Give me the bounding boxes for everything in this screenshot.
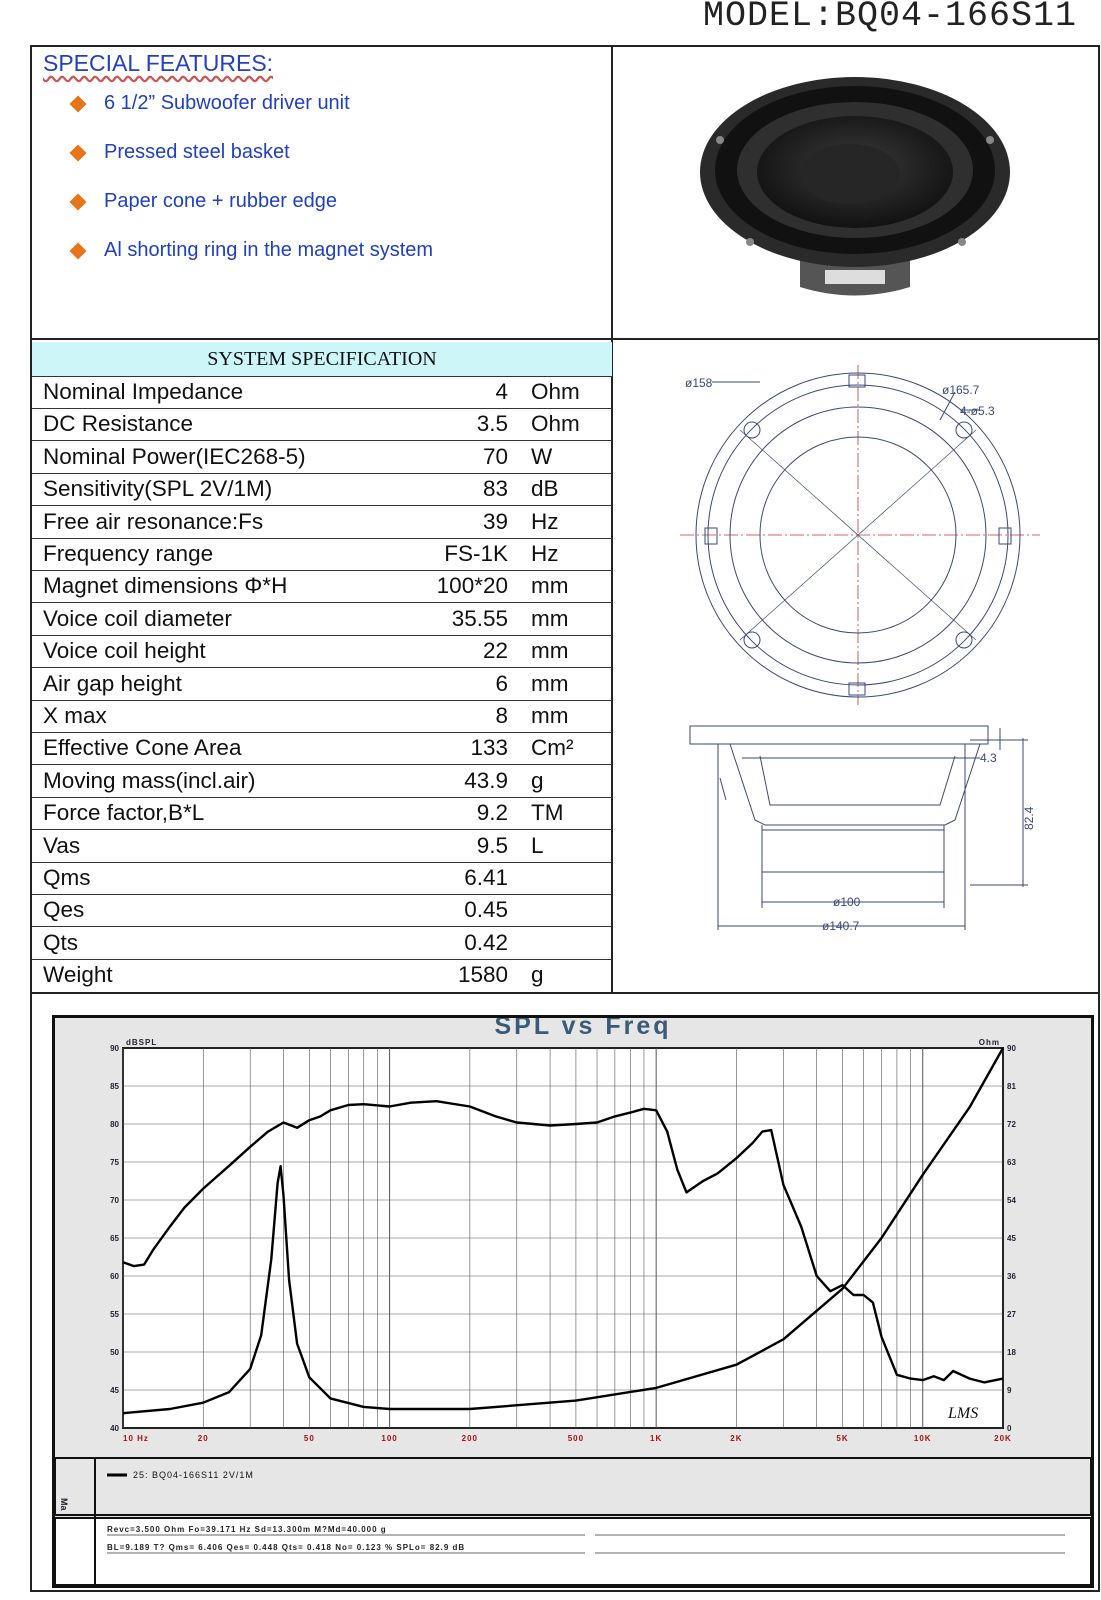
speaker-photo xyxy=(690,72,1020,302)
side-label: Ma xyxy=(59,1498,69,1511)
spec-value: 100*20 xyxy=(436,573,508,599)
y-axis-label: dBSPL xyxy=(126,1038,158,1047)
x-tick-label: 10K xyxy=(913,1434,932,1443)
spec-name: Effective Cone Area xyxy=(43,735,242,761)
diamond-bullet-icon xyxy=(70,144,87,161)
top-divider xyxy=(30,338,1100,340)
spec-value: FS-1K xyxy=(444,541,508,566)
dim-d158: ø158 xyxy=(685,376,713,390)
x-tick-label: 500 xyxy=(567,1434,585,1443)
spec-value: 9.5 xyxy=(476,832,508,858)
spec-name: Free air resonance:Fs xyxy=(43,508,264,534)
spec-name: Qts xyxy=(43,929,79,955)
spec-unit: mm xyxy=(531,605,569,631)
spec-name: Force factor,B*L xyxy=(43,800,205,826)
spec-value: 6.41 xyxy=(464,865,508,890)
y-tick-label: 60 xyxy=(110,1272,119,1281)
spec-unit: Ohm xyxy=(531,411,580,437)
spec-value: 6 xyxy=(495,670,508,696)
technical-drawing xyxy=(660,360,1080,960)
dim-d1407: ø140.7 xyxy=(822,919,860,933)
spec-value: 1580 xyxy=(457,962,508,988)
spec-value: 9.2 xyxy=(476,800,508,826)
spec-unit: W xyxy=(531,443,553,469)
spec-row xyxy=(32,668,612,701)
y2-tick-label: 9 xyxy=(1007,1386,1012,1395)
dim-h43: 4.3 xyxy=(980,751,997,765)
spec-unit: mm xyxy=(531,573,569,599)
spec-unit: dB xyxy=(531,476,559,502)
spec-value: 43.9 xyxy=(464,767,508,793)
feature-item xyxy=(72,239,433,262)
spec-row xyxy=(32,732,612,765)
spec-row xyxy=(32,441,612,474)
x-tick-label: 10 Hz xyxy=(123,1434,149,1443)
spec-value: 3.5 xyxy=(476,411,508,437)
spec-name: Vas xyxy=(43,832,81,858)
y2-tick-label: 54 xyxy=(1007,1196,1016,1205)
spec-row xyxy=(32,700,612,733)
y-tick-label: 50 xyxy=(110,1348,119,1357)
spec-unit: Hz xyxy=(531,541,559,566)
spec-name: Voice coil diameter xyxy=(43,605,232,631)
spec-name: Nominal Power(IEC268-5) xyxy=(43,443,306,469)
x-tick-label: 5K xyxy=(836,1434,849,1443)
spec-value: 83 xyxy=(482,476,508,502)
spec-unit: mm xyxy=(531,670,569,696)
spec-name: Frequency range xyxy=(43,541,214,566)
feature-text: Paper cone + rubber edge xyxy=(104,190,337,212)
y-tick-label: 90 xyxy=(110,1044,119,1053)
spec-unit: mm xyxy=(531,703,569,728)
feature-item xyxy=(72,92,350,115)
features-title: SPECIAL FEATURES: xyxy=(43,50,274,76)
y2-tick-label: 18 xyxy=(1007,1348,1016,1357)
spl-chart xyxy=(55,1018,1091,1585)
x-tick-label: 50 xyxy=(303,1434,315,1443)
model-title: MODEL:BQ04-166S11 xyxy=(702,0,1077,36)
feature-item xyxy=(72,190,337,213)
spec-value: 35.55 xyxy=(451,605,508,631)
spec-row xyxy=(32,408,612,441)
y2-tick-label: 90 xyxy=(1007,1044,1016,1053)
spec-value: 70 xyxy=(482,443,508,469)
y-tick-label: 65 xyxy=(110,1234,119,1243)
spec-value: 4 xyxy=(495,379,508,404)
spec-row xyxy=(32,862,612,895)
y2-tick-label: 63 xyxy=(1007,1158,1016,1167)
chart-title: SPL vs Freq xyxy=(494,1018,672,1040)
diamond-bullet-icon xyxy=(70,242,87,259)
params-line-2: BL=9.189 T? Qms= 6.406 Qes= 0.448 Qts= 0.418 No= 0.123 % SPLo= 82.9 dB xyxy=(107,1543,466,1552)
legend-panel xyxy=(55,1458,1091,1515)
spec-unit: Hz xyxy=(531,508,559,534)
spec-value: 39 xyxy=(482,508,508,534)
y-tick-label: 40 xyxy=(110,1424,119,1433)
spec-row xyxy=(32,765,612,798)
y-tick-label: 70 xyxy=(110,1196,119,1205)
spec-name: Magnet dimensions Φ*H xyxy=(43,573,288,599)
y-tick-label: 85 xyxy=(110,1082,119,1091)
spec-row xyxy=(32,635,612,668)
spl-chart-panel xyxy=(52,1015,1094,1588)
spec-value: 0.42 xyxy=(464,929,508,955)
spec-row xyxy=(32,506,612,539)
feature-item xyxy=(72,141,290,164)
spec-value: 8 xyxy=(495,703,508,728)
spec-row xyxy=(32,473,612,506)
spec-value: 0.45 xyxy=(464,897,508,923)
legend-entry: 25: BQ04-166S11 2V/1M xyxy=(133,1470,254,1480)
spec-value: 133 xyxy=(470,735,508,761)
spec-unit: TM xyxy=(531,800,564,826)
spec-unit: L xyxy=(531,832,544,858)
spec-row xyxy=(32,927,612,960)
spec-name: Weight xyxy=(43,962,113,988)
spec-row xyxy=(32,603,612,636)
y-tick-label: 75 xyxy=(110,1158,119,1167)
y-tick-label: 45 xyxy=(110,1386,119,1395)
diamond-bullet-icon xyxy=(70,193,87,210)
x-tick-label: 20 xyxy=(197,1434,209,1443)
dim-h824: 82.4 xyxy=(1022,806,1036,830)
y2-tick-label: 27 xyxy=(1007,1310,1016,1319)
dim-d100: ø100 xyxy=(833,895,861,909)
spec-name: Voice coil height xyxy=(43,638,206,664)
spec-row xyxy=(32,376,612,409)
params-line-1: Revc=3.500 Ohm Fo=39.171 Hz Sd=13.300m M?Md=40.000 g xyxy=(107,1525,387,1534)
spec-name: DC Resistance xyxy=(43,411,194,437)
x-tick-label: 2K xyxy=(730,1434,743,1443)
spec-row xyxy=(32,830,612,863)
x-tick-label: 20K xyxy=(994,1434,1012,1443)
y-tick-label: 55 xyxy=(110,1310,119,1319)
spec-unit: Ohm xyxy=(531,379,580,404)
spec-row xyxy=(32,797,612,830)
y2-tick-label: 45 xyxy=(1007,1234,1016,1243)
spec-row xyxy=(32,538,612,571)
y2-tick-label: 81 xyxy=(1007,1082,1016,1091)
spec-divider xyxy=(30,992,1100,994)
spec-name: Qes xyxy=(43,897,85,923)
spec-name: Moving mass(incl.air) xyxy=(43,767,256,793)
diamond-bullet-icon xyxy=(70,95,87,112)
x-tick-label: 200 xyxy=(461,1434,479,1443)
spec-unit: mm xyxy=(531,638,569,664)
feature-text: Al shorting ring in the magnet system xyxy=(104,239,434,261)
spec-unit: g xyxy=(531,767,544,793)
feature-text: 6 1/2” Subwoofer driver unit xyxy=(104,92,350,114)
spec-row xyxy=(32,570,612,603)
spec-name: Sensitivity(SPL 2V/1M) xyxy=(43,476,273,502)
spec-title: SYSTEM SPECIFICATION xyxy=(32,342,612,377)
spec-name: Air gap height xyxy=(43,670,182,696)
lms-watermark: LMS xyxy=(948,1405,979,1422)
spec-unit: g xyxy=(531,962,544,988)
spec-unit: Cm² xyxy=(531,735,574,761)
x-tick-label: 100 xyxy=(381,1434,398,1443)
spec-value: 22 xyxy=(482,638,508,664)
dim-d165: ø165.7 xyxy=(942,383,980,397)
spec-row xyxy=(32,959,612,991)
spec-name: X max xyxy=(43,703,107,728)
y2-axis-label: Ohm xyxy=(978,1038,1000,1047)
y2-tick-label: 36 xyxy=(1007,1272,1016,1281)
feature-text: Pressed steel basket xyxy=(104,141,290,163)
spec-name: Qms xyxy=(43,865,91,890)
y2-tick-label: 0 xyxy=(1007,1424,1012,1433)
y2-tick-label: 72 xyxy=(1007,1120,1016,1129)
dim-holes: 4-ø5.3 xyxy=(960,404,995,418)
spec-name: Nominal Impedance xyxy=(43,379,244,404)
y-tick-label: 80 xyxy=(110,1120,119,1129)
x-tick-label: 1K xyxy=(650,1434,663,1443)
spec-row xyxy=(32,894,612,927)
